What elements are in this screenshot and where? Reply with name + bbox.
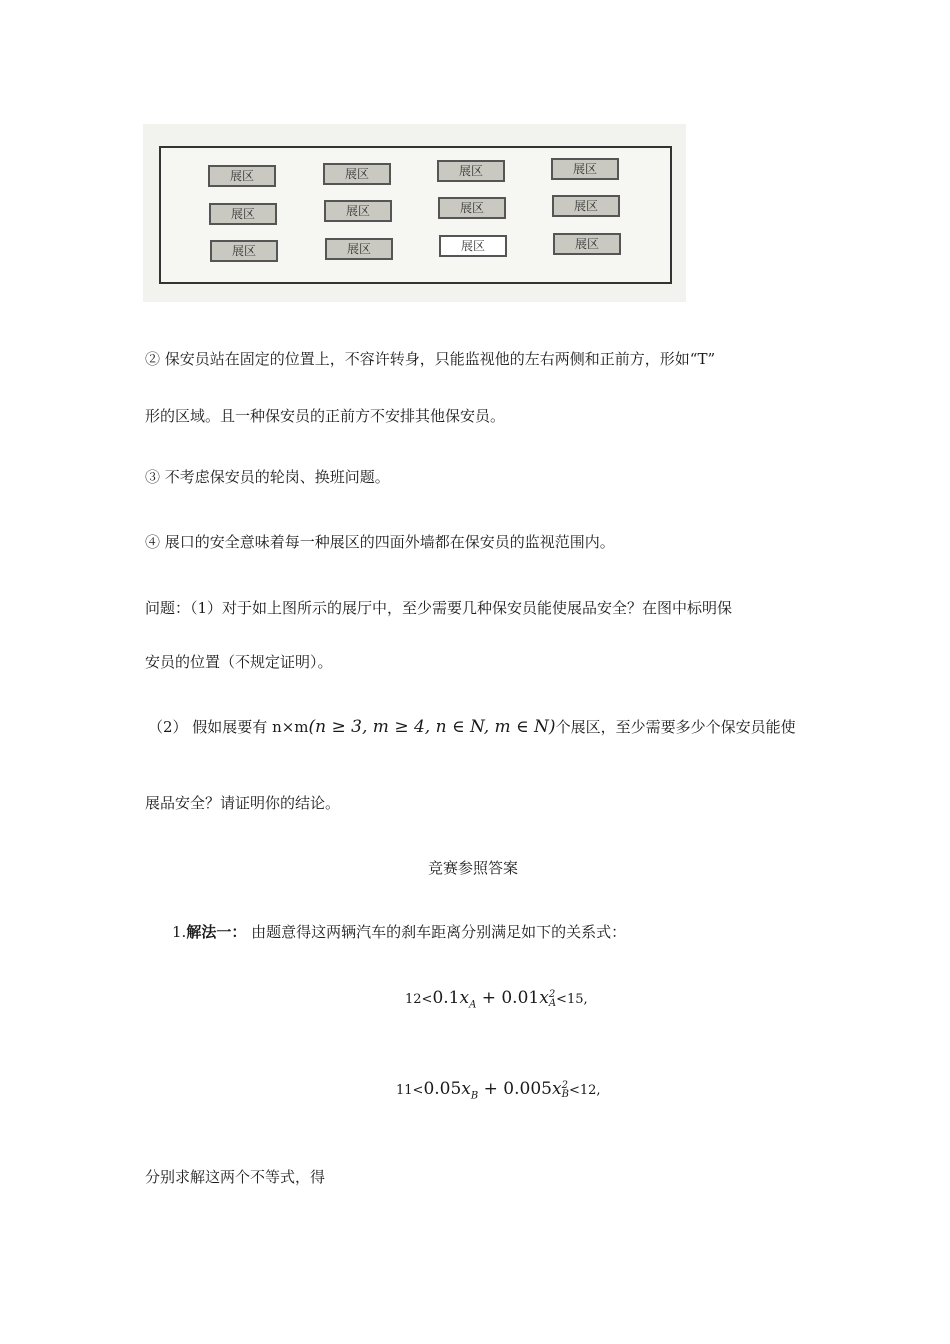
question-2-suffix: 个展区，至少需要多少个保安员能使 bbox=[555, 718, 796, 736]
question-1-line2: 安员的位置（不规定证明）。 bbox=[145, 653, 333, 671]
booth-r1c1: 展区 bbox=[208, 165, 276, 187]
hall-outline bbox=[159, 146, 672, 284]
question-2-line2: 展品安全？请证明你的结论。 bbox=[145, 794, 341, 812]
solution-text: 由题意得这两辆汽车的刹车距离分别满足如下的关系式： bbox=[246, 923, 627, 941]
solution-label: 解法一： bbox=[186, 923, 247, 941]
eq1-expression: $0.1x_A + 0.01x2$ A bbox=[432, 988, 557, 1011]
solution-intro bbox=[172, 921, 626, 942]
eq2-right: <12, bbox=[568, 1083, 601, 1098]
answer-title: 竞赛参照答案 bbox=[428, 859, 519, 877]
condition-2-line2: 形的区域。且一种保安员的正前方不安排其他保安员。 bbox=[145, 407, 506, 425]
question-2-line1 bbox=[148, 716, 796, 737]
eq1-right: <15, bbox=[556, 992, 588, 1007]
booth-r2c1: 展区 bbox=[209, 203, 277, 225]
booth-r3c4: 展区 bbox=[553, 233, 621, 255]
booth-r2c4: 展区 bbox=[552, 195, 620, 217]
booth-r1c4: 展区 bbox=[551, 158, 619, 180]
condition-4: ④ 展口的安全意味着每一种展区的四面外墙都在保安员的监视范围内。 bbox=[145, 533, 615, 551]
question-2-prefix: （2） 假如展要有 n×m bbox=[148, 718, 309, 736]
booth-r2c2: 展区 bbox=[324, 200, 392, 222]
eq2-left: 11< bbox=[396, 1083, 424, 1098]
booth-r1c3: 展区 bbox=[437, 160, 505, 182]
conclusion-text: 分别求解这两个不等式，得 bbox=[145, 1168, 326, 1186]
booth-r2c3: 展区 bbox=[438, 197, 506, 219]
condition-3: ③ 不考虑保安员的轮岗、换班问题。 bbox=[145, 468, 390, 486]
booth-r3c1: 展区 bbox=[210, 240, 278, 262]
exhibition-hall-figure bbox=[143, 124, 686, 302]
booth-r3c3: 展区 bbox=[439, 235, 507, 257]
question-2-math: (n ≥ 3, m ≥ 4, n ∈ N, m ∈ N) bbox=[308, 717, 556, 737]
eq2-expression: $0.05x_B + 0.005x2$ B bbox=[423, 1079, 569, 1102]
equation-2 bbox=[396, 1079, 601, 1101]
condition-2-line1: ② 保安员站在固定的位置上，不容许转身，只能监视他的左右两侧和正前方，形如“T” bbox=[145, 350, 716, 368]
solution-number: 1. bbox=[172, 923, 187, 941]
equation-1 bbox=[405, 988, 588, 1010]
question-1-line1: 问题：（1）对于如上图所示的展厅中，至少需要几种保安员能使展品安全？在图中标明保 bbox=[145, 599, 733, 617]
eq1-left: 12< bbox=[405, 992, 433, 1007]
booth-r3c2: 展区 bbox=[325, 238, 393, 260]
booth-r1c2: 展区 bbox=[323, 163, 391, 185]
